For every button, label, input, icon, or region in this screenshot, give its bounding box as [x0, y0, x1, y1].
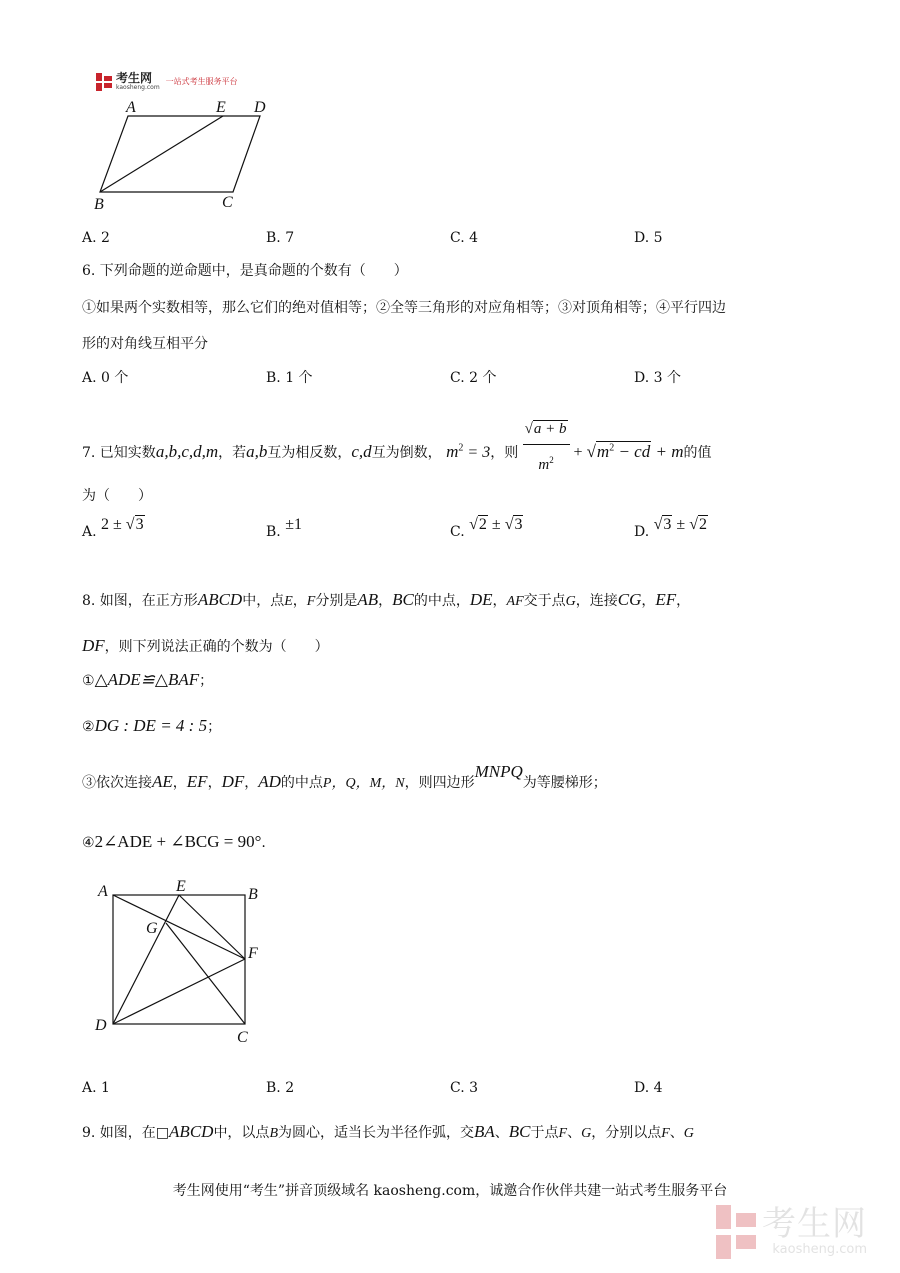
logo-slogan: 一站式考生服务平台 [165, 77, 238, 86]
fig2-label-a: A [98, 883, 108, 900]
q8-stem-line2: DF，则下列说法正确的个数为（ ） [82, 636, 329, 655]
watermark-domain: kaosheng.com [772, 1242, 867, 1257]
q7-option-a: A. 2 ± √3 [82, 516, 144, 540]
page-footer: 考生网使用“考生”拼音顶级域名 kaosheng.com，诚邀合作伙伴共建一站式考生服务平台 [172, 1183, 728, 1199]
fig1-label-b: B [94, 196, 104, 213]
q5-option-d: D. 5 [634, 230, 663, 246]
q7-math-m2-eq: $m^2 = 3$ [446, 442, 491, 461]
q6-stem: 6. 下列命题的逆命题中，是真命题的个数有（ ） [82, 263, 408, 279]
q7-stem-line2: 为（ ） [82, 488, 152, 504]
q8-stem: 8. 如图，在正方形ABCD中，点E，F分别是AB，BC的中点，DE，AF交于点G，连接CG，EF， [82, 590, 691, 609]
q8-option-c: C. 3 [450, 1080, 479, 1096]
q5-option-a: A. 2 [82, 230, 110, 246]
q5-option-c: C. 4 [450, 230, 479, 246]
q6-option-b: B. 1 个 [266, 370, 313, 386]
q7-plus-1: + [569, 444, 587, 461]
fig1-label-c: C [222, 194, 233, 211]
q8-statement-4: ④2∠ADE + ∠BCG = 90°. [82, 832, 266, 851]
q8-option-b: B. 2 [266, 1080, 295, 1096]
q8-statement-2: ②DG : DE = 4 : 5； [82, 716, 222, 735]
fig2-label-g: G [146, 920, 158, 937]
q7-math-vars: a,b,c,d,m [155, 442, 219, 461]
fig1-label-e: E [216, 99, 226, 116]
q7-text-1: 7. 已知实数 [82, 445, 156, 461]
q8-statement-1: ①△ADE≌△BAF； [82, 670, 214, 689]
q7-text-4: 互为倒数， [371, 445, 442, 461]
q7-math-cd: c,d [351, 442, 372, 461]
q7-option-b: B. ±1 [266, 516, 302, 540]
square-abcd [113, 895, 245, 1024]
fig1-label-d: D [254, 99, 266, 116]
parallelogram-shape [100, 116, 260, 192]
square-figure [90, 872, 270, 1050]
q7-stem [82, 420, 840, 473]
watermark-name: 考生网 [762, 1204, 867, 1244]
q7-plus-m: + m [651, 442, 684, 461]
fig1-label-a: A [126, 99, 136, 116]
q8-option-d: D. 4 [634, 1080, 663, 1096]
fig2-label-b: B [248, 886, 258, 903]
header-logo [96, 72, 238, 91]
q6-option-a: A. 0 个 [82, 370, 129, 386]
fig2-label-d: D [95, 1017, 107, 1034]
logo-domain: kaosheng.com [116, 84, 160, 91]
parallelogram-figure [90, 96, 280, 216]
q8-statement-3: ③依次连接AE，EF，DF，AD的中点P，Q，M，N，则四边形MNPQ为等腰梯形； [82, 762, 607, 791]
q7-text-6: 的值 [683, 445, 712, 461]
q8-option-a: A. 1 [82, 1080, 110, 1096]
q7-sqrt-expr: $√m^2$ − cd [586, 442, 651, 461]
logo-mark-icon [96, 73, 112, 91]
fig2-label-c: C [237, 1029, 248, 1046]
q7-fraction: $\frac{√a + b}{m^2}$ [523, 414, 570, 480]
q6-statements-line2: 形的对角线互相平分 [82, 336, 208, 352]
q6-statements-line1: ①如果两个实数相等，那么它们的绝对值相等；②全等三角形的对应角相等；③对顶角相等；④平行四边 [82, 300, 726, 316]
segment-de [113, 895, 179, 1024]
watermark-mark-icon [716, 1205, 756, 1259]
q9-stem: 9. 如图，在□ABCD中，以点B为圆心，适当长为半径作弧，交BA、BC于点F、G，分别以点F、G [82, 1122, 694, 1141]
q6-option-c: C. 2 个 [450, 370, 497, 386]
fig2-label-e: E [176, 878, 186, 895]
q7-math-ab: a,b [246, 442, 268, 461]
segment-af [113, 895, 245, 959]
segment-df [113, 959, 245, 1024]
q7-text-5: ，则 [490, 445, 519, 461]
watermark-logo [716, 1205, 867, 1259]
q5-option-b: B. 7 [266, 230, 295, 246]
q7-option-d: D. √3 ± √2 [634, 516, 707, 540]
segment-be [100, 116, 223, 192]
q7-text-2: ，若 [218, 445, 247, 461]
segment-ef [179, 895, 245, 959]
q7-option-c: C. √2 ± √3 [450, 516, 523, 540]
q6-option-d: D. 3 个 [634, 370, 681, 386]
segment-cg [166, 923, 245, 1024]
q7-text-3: 互为相反数， [267, 445, 352, 461]
logo-name: 考生网 [116, 71, 153, 85]
fig2-label-f: F [248, 945, 258, 962]
